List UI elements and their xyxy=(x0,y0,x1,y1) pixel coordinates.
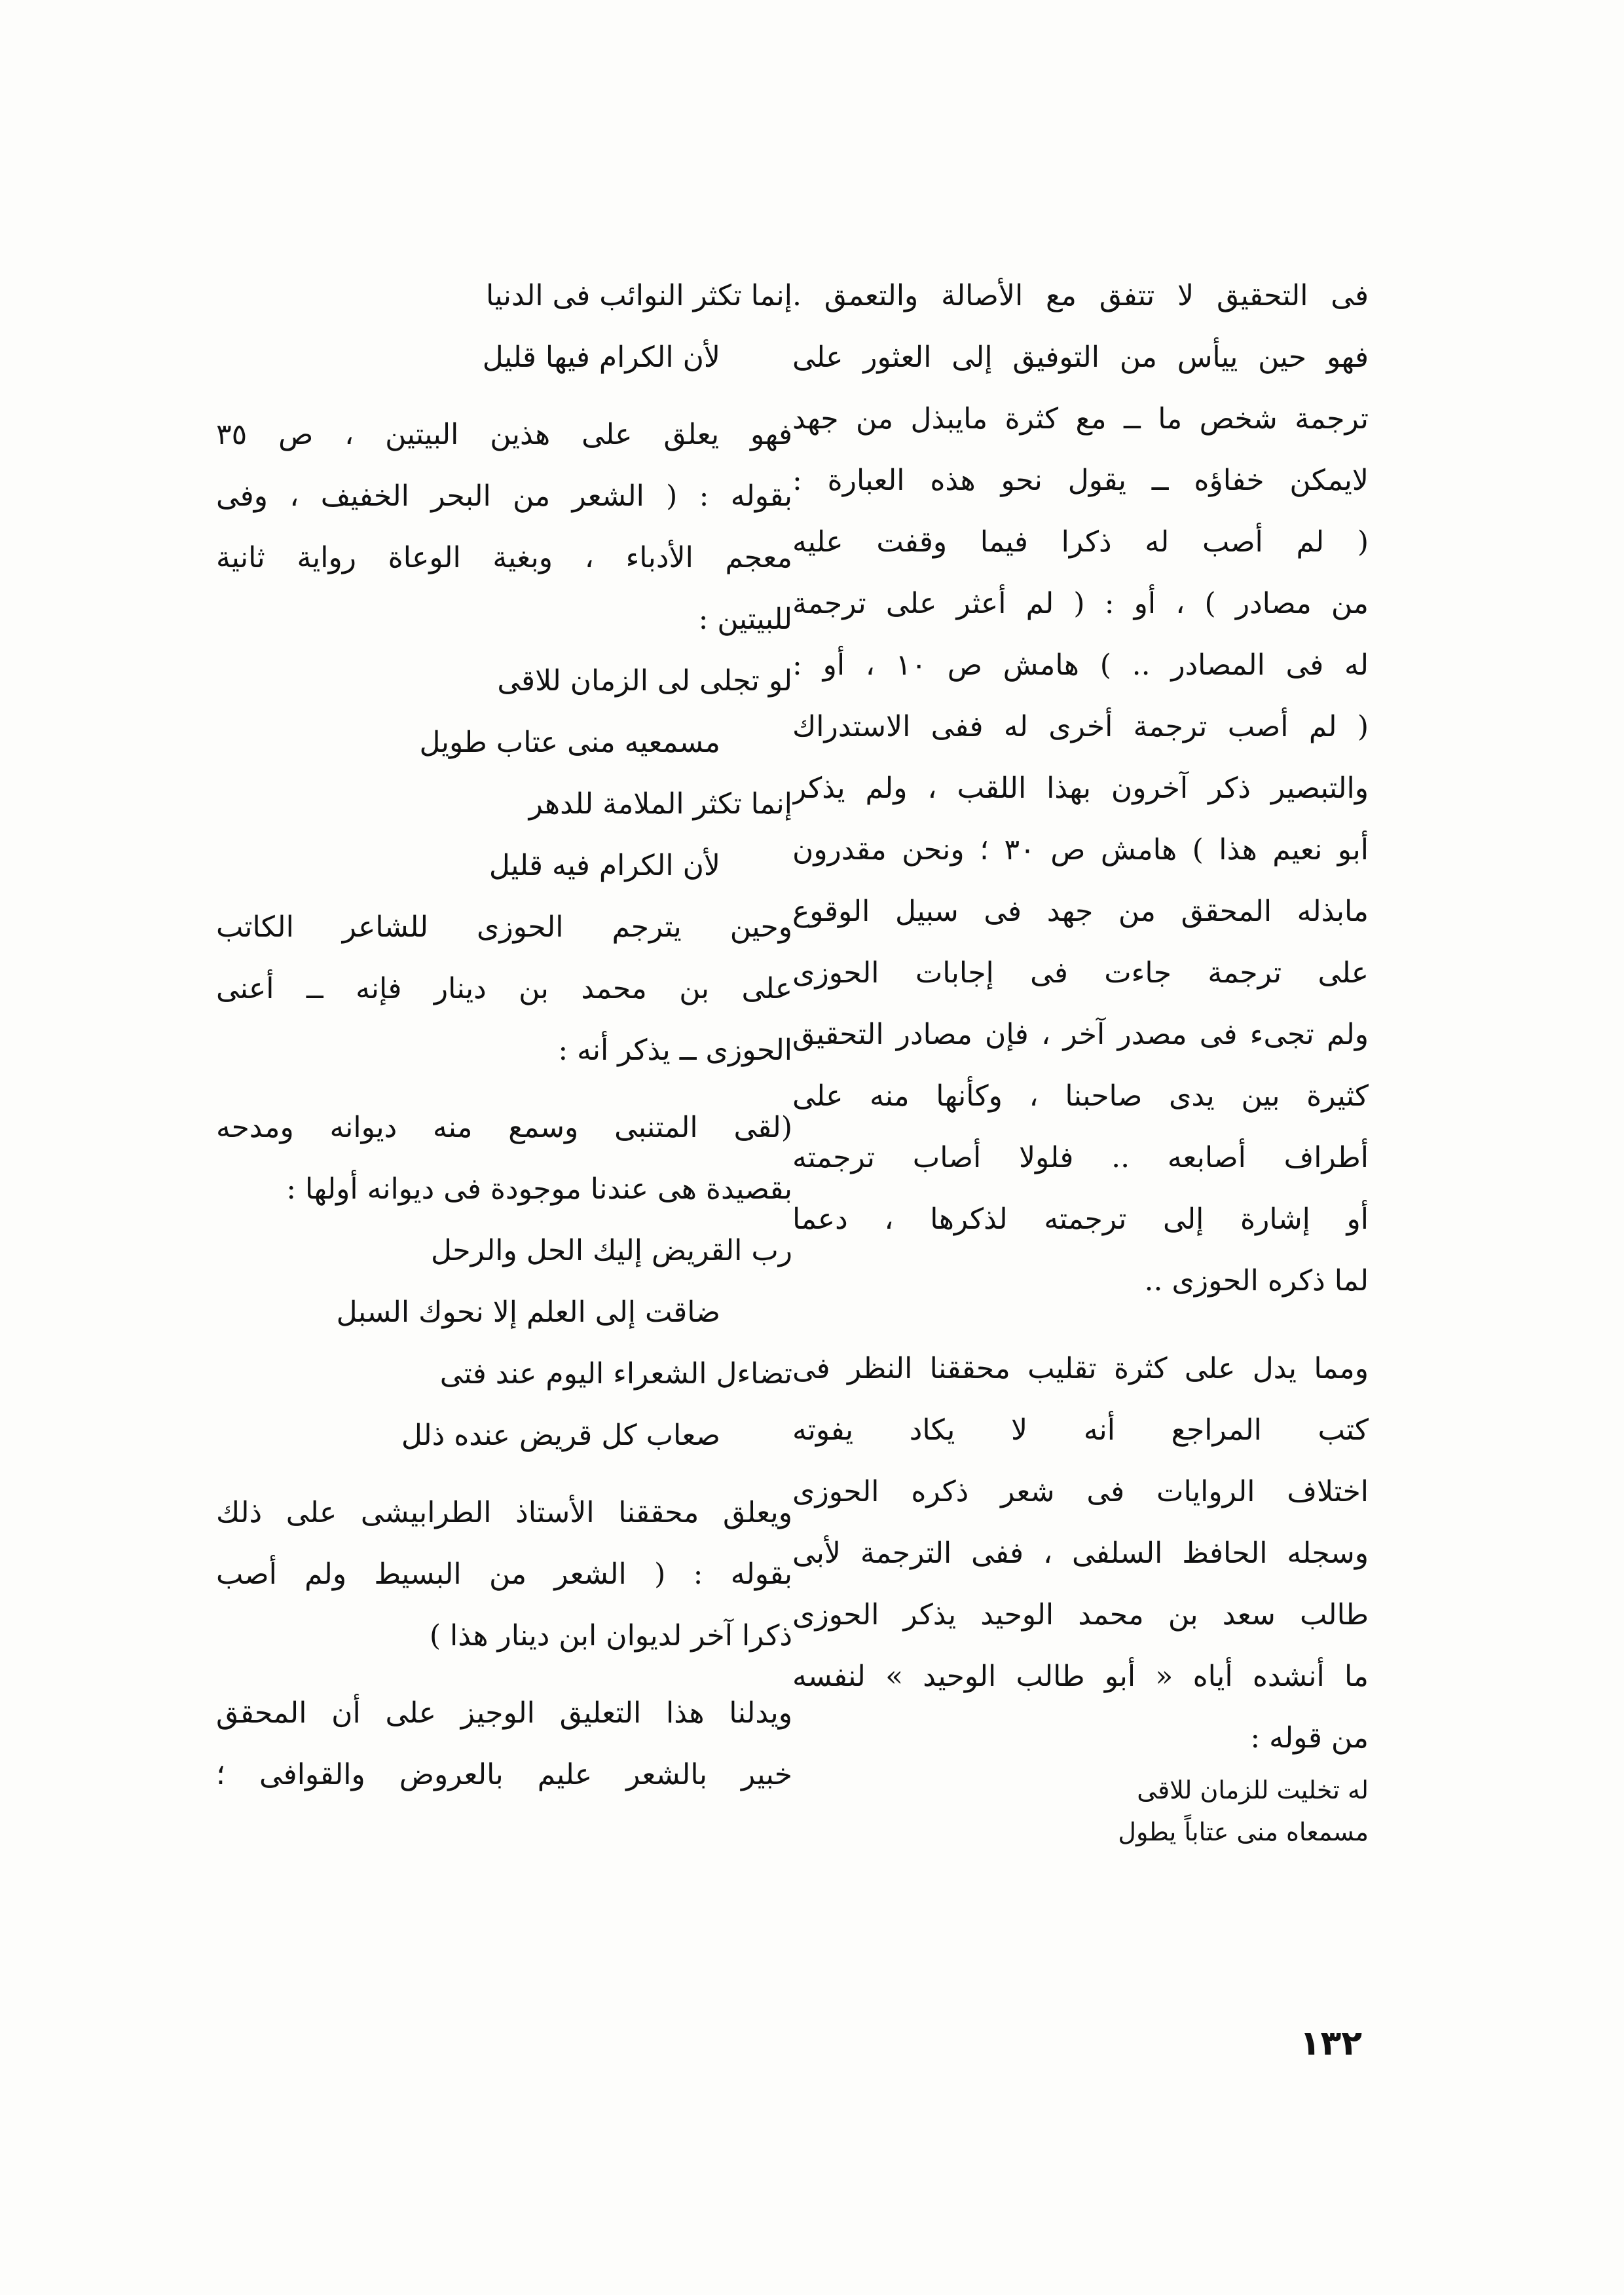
text-line: أطراف أصابعه .. فلولا أصاب ترجمته xyxy=(792,1141,1369,1174)
verse-line: مسمعاه منى عتاباً يطول xyxy=(1118,1818,1369,1846)
text-line: لايمكن خفاؤه ــ يقول نحو هذه العبارة : xyxy=(792,464,1369,497)
verse-line: لو تجلى لى الزمان للاقى xyxy=(497,664,792,698)
paragraph xyxy=(216,1097,792,1220)
text-line: معجم الأدباء ، وبغية الوعاة رواية ثانية xyxy=(216,541,792,574)
verse-line: إنما تكثر النوائب فى الدنيا xyxy=(485,279,792,312)
paragraph xyxy=(216,404,792,650)
verse-line: ضاقت إلى العلم إلا نحوك السبل xyxy=(336,1296,720,1329)
verse-block xyxy=(216,650,792,897)
text-line: ولم تجىء فى مصدر آخر ، فإن مصادر التحقيق xyxy=(792,1018,1369,1051)
verse-line: تضاءل الشعراء اليوم عند فتى xyxy=(439,1357,792,1390)
text-line: ويدلنا هذا التعليق الوجيز على أن المحقق xyxy=(216,1696,792,1730)
verse-block xyxy=(792,1769,1369,1853)
text-line: كثيرة بين يدى صاحبنا ، وكأنها منه على xyxy=(792,1079,1369,1113)
text-line: فهو حين ييأس من التوفيق إلى العثور على xyxy=(792,341,1369,374)
text-line: على ترجمة جاءت فى إجابات الحوزى xyxy=(792,956,1369,990)
verse-block xyxy=(216,265,792,388)
verse-line: لأن الكرام فيها قليل xyxy=(482,341,720,374)
text-line: على بن محمد بن دينار فإنه ــ أعنى xyxy=(216,972,792,1005)
text-line: لما ذكره الحوزى .. xyxy=(1144,1264,1369,1297)
verse-line: له تخليت للزمان للاقى xyxy=(1137,1776,1369,1804)
text-line: من مصادر ) ، أو : ( لم أعثر على ترجمة xyxy=(792,587,1369,620)
text-line: خبير بالشعر عليم بالعروض والقوافى ؛ xyxy=(216,1758,792,1791)
verse-line: إنما تكثر الملامة للدهر xyxy=(528,787,792,821)
text-line: الحوزى ــ يذكر أنه : xyxy=(558,1034,792,1067)
text-line: مابذله المحقق من جهد فى سبيل الوقوع xyxy=(792,895,1369,928)
text-line: أبو نعيم هذا ) هامش ص ٣٠ ؛ ونحن مقدرون xyxy=(792,833,1369,867)
text-line: ( لم أصب له ذكرا فيما وقفت عليه xyxy=(792,525,1369,559)
paragraph xyxy=(792,1338,1369,1769)
text-line: ويعلق محققنا الأستاذ الطرابيشى على ذلك xyxy=(216,1496,792,1529)
verse-line: مسمعيه منى عتاب طويل xyxy=(419,726,720,759)
verse-line: صعاب كل قريض عنده ذلل xyxy=(401,1419,720,1452)
text-line: طالب سعد بن محمد الوحيد يذكر الحوزى xyxy=(792,1598,1369,1632)
left-column xyxy=(216,265,792,1806)
text-line: بقوله : ( الشعر من البحر الخفيف ، وفى xyxy=(216,479,792,513)
text-line: بقصيدة هى عندنا موجودة فى ديوانه أولها : xyxy=(286,1172,792,1206)
paragraph xyxy=(216,1482,792,1667)
paragraph xyxy=(216,897,792,1081)
text-line: وسجله الحافظ السلفى ، ففى الترجمة لأبى xyxy=(792,1537,1369,1570)
text-line: ما أنشده أياه « أبو طالب الوحيد » لنفسه xyxy=(792,1660,1369,1693)
verse-line: لأن الكرام فيه قليل xyxy=(489,849,720,882)
text-line: ومما يدل على كثرة تقليب محققنا النظر فى xyxy=(792,1352,1369,1385)
text-line: فى التحقيق لا تتفق مع الأصالة والتعمق . xyxy=(792,279,1369,312)
text-line: للبيتين : xyxy=(698,603,792,636)
paragraph xyxy=(216,1683,792,1806)
right-column xyxy=(792,265,1369,1853)
text-line: له فى المصادر .. ) هامش ص ١٠ ، أو : xyxy=(792,648,1369,682)
text-line: وحين يترجم الحوزى للشاعر الكاتب xyxy=(216,910,792,944)
text-line: (لقى المتنبى وسمع منه ديوانه ومدحه xyxy=(216,1111,792,1144)
text-line: اختلاف الروايات فى شعر ذكره الحوزى xyxy=(792,1475,1369,1508)
text-line: بقوله : ( الشعر من البسيط ولم أصب xyxy=(216,1558,792,1591)
text-line: والتبصير ذكر آخرون بهذا اللقب ، ولم يذكر xyxy=(792,772,1369,805)
paragraph xyxy=(792,265,1369,1312)
text-line: فهو يعلق على هذين البيتين ، ص ٣٥ xyxy=(216,418,792,451)
text-line: أو إشارة إلى ترجمته لذكرها ، دعما xyxy=(792,1203,1369,1236)
text-line: ترجمة شخص ما ــ مع كثرة مايبذل من جهد xyxy=(792,402,1369,436)
verse-line: رب القريض إليك الحل والرحل xyxy=(431,1234,792,1267)
page-number: ١٣٢ xyxy=(1299,2024,1362,2063)
text-line: ذكرا آخر لديوان ابن دينار هذا ) xyxy=(429,1619,792,1652)
text-line: من قوله : xyxy=(1250,1721,1369,1755)
text-line: ( لم أصب ترجمة أخرى له ففى الاستدراك xyxy=(792,710,1369,743)
verse-block xyxy=(216,1220,792,1466)
text-line: كتب المراجع أنه لا يكاد يفوته xyxy=(792,1413,1369,1447)
